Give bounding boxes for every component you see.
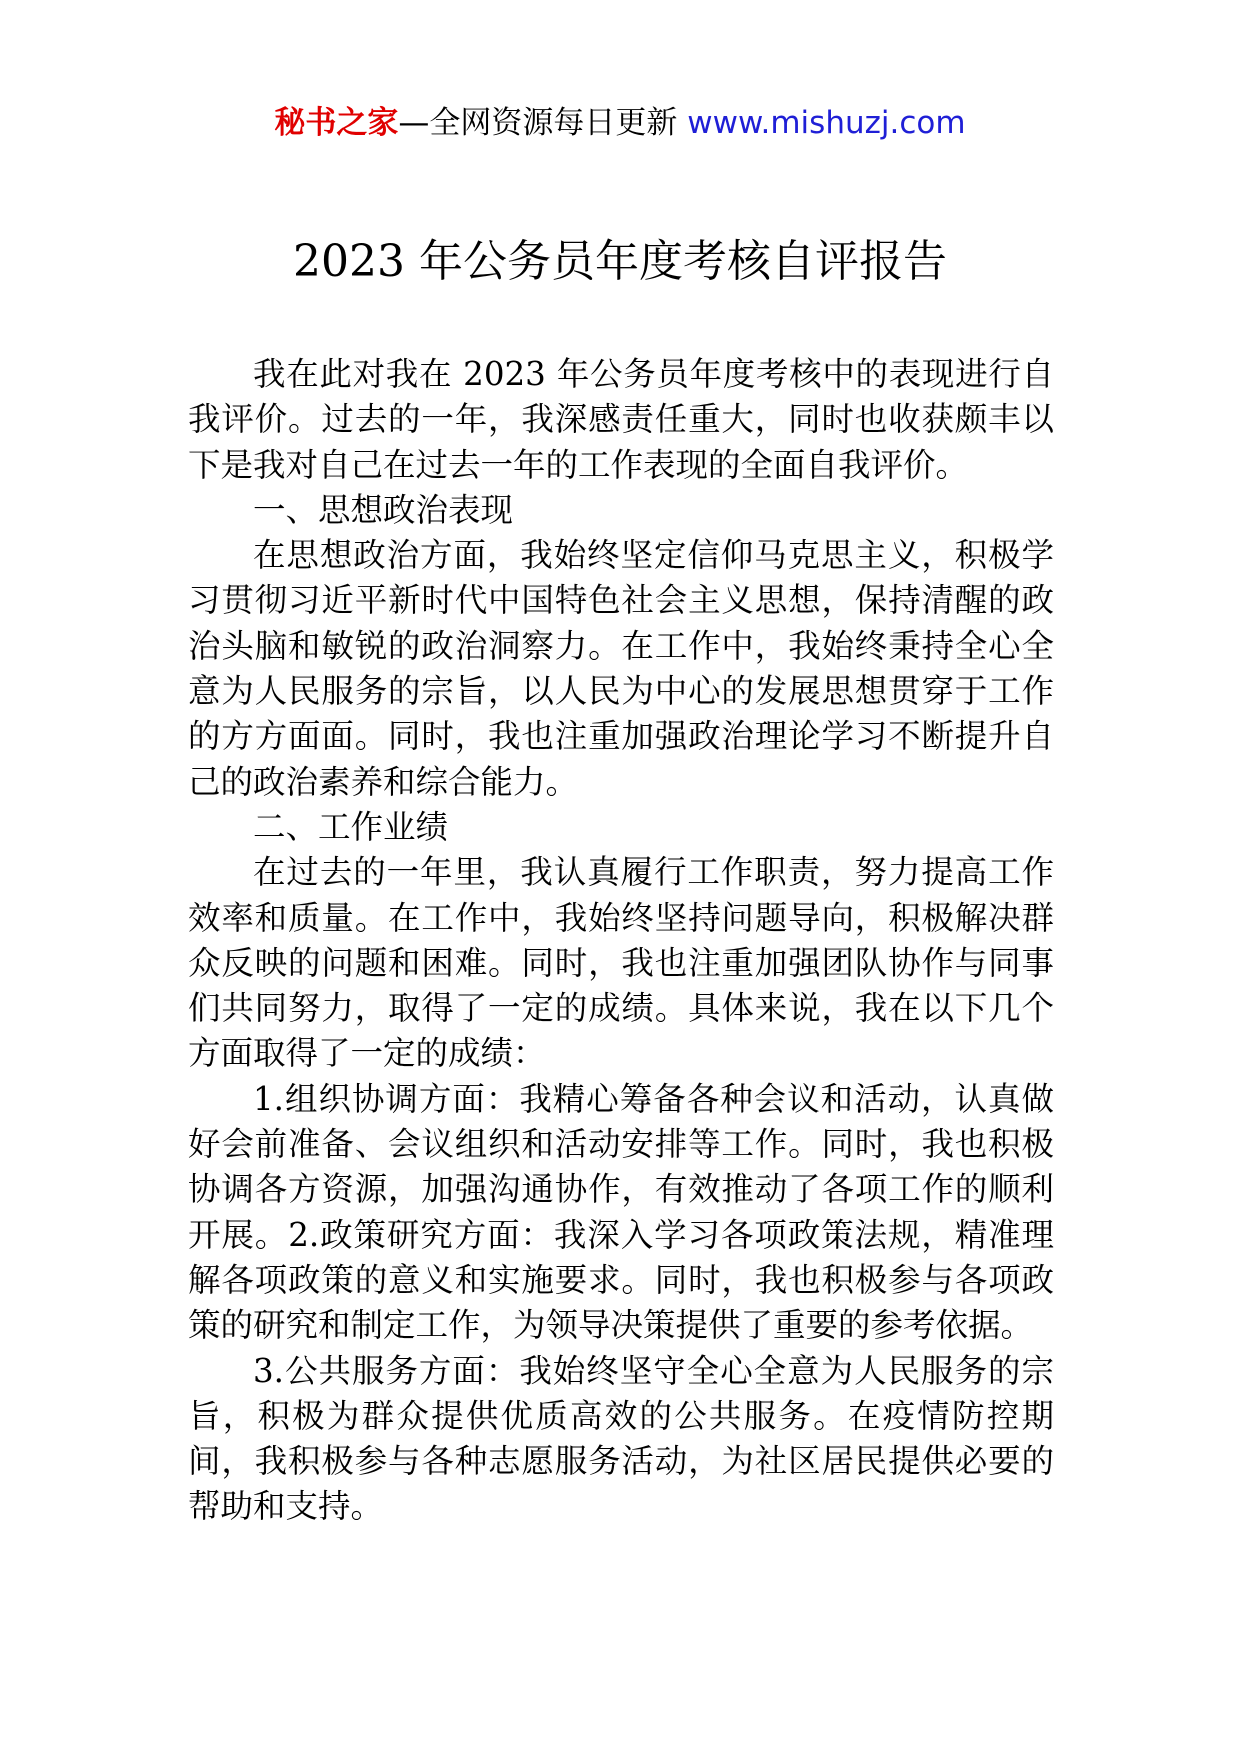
document-body: [188, 352, 1054, 1530]
document-title: 2023 年公务员年度考核自评报告: [293, 236, 947, 287]
site-url-link[interactable]: www.mishuzj.com: [687, 105, 966, 141]
performance-paragraph: 在过去的一年里，我认真履行工作职责，努力提高工作效率和质量。在工作中，我始终坚持问题导向，积极解决群众反映的问题和困难。同时，我也注重加强团队协作与同事们共同努力，取得了一定的成绩。具体来说，我在以下几个方面取得了一定的成绩：: [188, 853, 1054, 1073]
coordination-policy-paragraph: 1.组织协调方面：我精心筹备各种会议和活动，认真做好会前准备、会议组织和活动安排等工作。同时，我也积极协调各方资源，加强沟通协作，有效推动了各项工作的顺利开展。2.政策研究方面：我深入学习各项政策法规，精准理解各项政策的意义和实施要求。同时，我也积极参与各项政策的研究和制定工作，为领导决策提供了重要的参考依据。: [188, 1079, 1054, 1345]
section-heading-political: 一、思想政治表现: [253, 490, 514, 529]
public-service-paragraph: 3.公共服务方面：我始终坚守全心全意为人民服务的宗旨，积极为群众提供优质高效的公共服务。在疫情防控期间，我积极参与各种志愿服务活动，为社区居民提供必要的帮助和支持。: [188, 1351, 1054, 1526]
header-tagline: —全网资源每日更新: [398, 105, 678, 141]
site-header: [0, 100, 1240, 146]
political-paragraph: 在思想政治方面，我始终坚定信仰马克思主义，积极学习贯彻习近平新时代中国特色社会主义思想，保持清醒的政治头脑和敏锐的政治洞察力。在工作中，我始终秉持全心全意为人民服务的宗旨，以人民为中心的发展思想贯穿于工作的方方面面。同时，我也注重加强政治理论学习不断提升自己的政治素养和综合能力。: [188, 536, 1054, 801]
intro-paragraph: 我在此对我在 2023 年公务员年度考核中的表现进行自我评价。过去的一年，我深感责任重大，同时也收获颇丰以下是我对自己在过去一年的工作表现的全面自我评价。: [188, 355, 1054, 484]
brand-name: 秘书之家: [274, 105, 399, 141]
section-heading-performance: 二、工作业绩: [253, 807, 449, 846]
